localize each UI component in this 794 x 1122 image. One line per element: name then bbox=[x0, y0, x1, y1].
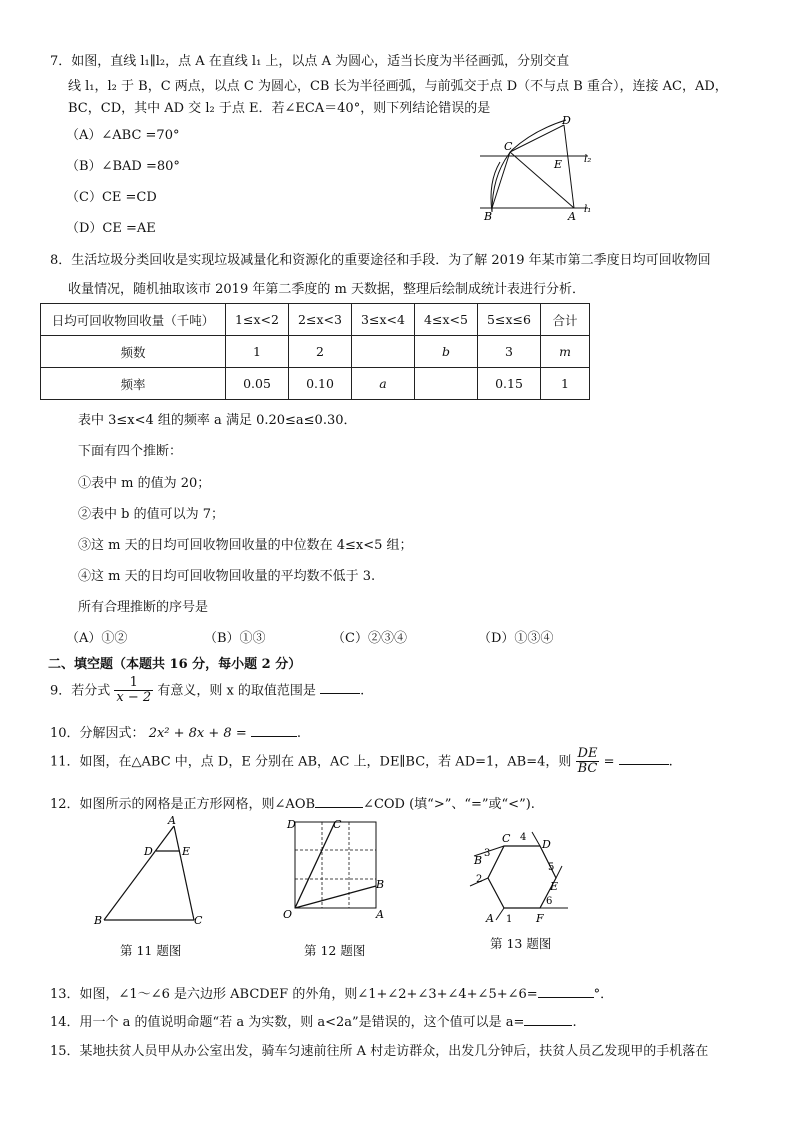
label-c: C bbox=[333, 818, 342, 831]
q8-item-1: ①表中 m 的值为 20； bbox=[78, 476, 211, 491]
label-c: C bbox=[504, 140, 513, 153]
table-cell bbox=[415, 368, 478, 400]
label-c: C bbox=[502, 832, 511, 845]
table-header-cell: 4≤x<5 bbox=[415, 304, 478, 336]
q11-eq: = bbox=[603, 754, 615, 770]
frequency-table bbox=[40, 303, 590, 400]
label-a: A bbox=[568, 210, 576, 223]
q10-end: . bbox=[296, 726, 301, 741]
table-header-cell: 1≤x<2 bbox=[226, 304, 289, 336]
table-header-row bbox=[41, 304, 590, 336]
q12-pre: 12．如图所示的网格是正方形网格，则∠AOB bbox=[50, 797, 316, 812]
figure-11 bbox=[88, 814, 218, 929]
table-header-cell: 合计 bbox=[541, 304, 590, 336]
q10-answer-blank[interactable] bbox=[251, 724, 297, 737]
q14 bbox=[50, 1011, 577, 1030]
table-cell: 1 bbox=[541, 368, 590, 400]
label-d: D bbox=[287, 818, 296, 831]
table-cell: 0.05 bbox=[226, 368, 289, 400]
label-a: A bbox=[486, 912, 494, 924]
label-e: E bbox=[550, 880, 559, 893]
label-a: A bbox=[376, 908, 384, 920]
q8-line-2: 收量情况，随机抽取该市 2019 年第二季度的 m 天数据，整理后绘制成统计表进行分析． bbox=[68, 282, 585, 297]
q7-choice-b: （B）∠BAD =80° bbox=[66, 159, 180, 174]
table-cell bbox=[352, 336, 415, 368]
q8-choice-c: （C）②③④ bbox=[332, 631, 407, 646]
q11-fraction bbox=[576, 747, 600, 777]
q9-denominator: x − 2 bbox=[116, 690, 152, 706]
q7-line-3: BC，CD，其中 AD 交 l₂ 于点 E．若∠ECA＝40°，则下列结论错误的是 bbox=[68, 101, 491, 116]
table-header-cell: 日均可回收物回收量（千吨） bbox=[41, 304, 226, 336]
q8-note: 表中 3≤x<4 组的频率 a 满足 0.20≤a≤0.30． bbox=[78, 413, 357, 428]
q9-numerator: 1 bbox=[114, 676, 153, 691]
table-cell: 1 bbox=[226, 336, 289, 368]
label-a: A bbox=[168, 814, 176, 827]
segment-ac bbox=[174, 826, 194, 920]
caption-figure-12: 第 12 题图 bbox=[304, 943, 366, 958]
q13-answer-blank[interactable] bbox=[538, 985, 594, 998]
q10-expr: 2x² + 8x + 8 = bbox=[148, 726, 247, 741]
table-cell: 3 bbox=[478, 336, 541, 368]
label-l1: l₁ bbox=[584, 204, 592, 215]
q8-item-2: ②表中 b 的值可以为 7； bbox=[78, 507, 224, 522]
q15: 15．某地扶贫人员甲从办公室出发，骑车匀速前往所 A 村走访群众，出发几分钟后，扶贫人员乙发现甲的手机落在 bbox=[50, 1044, 709, 1059]
q11-pre: 11．如图，在△ABC 中，点 D，E 分别在 AB，AC 上，DE∥BC，若 AD=1，AB=4，则 bbox=[50, 754, 572, 770]
q8-item-4: ④这 m 天的日均可回收物回收量的平均数不低于 3. bbox=[78, 569, 376, 584]
segment-ca bbox=[510, 152, 574, 208]
q9-fraction bbox=[114, 676, 153, 706]
label-angle-6: 6 bbox=[546, 896, 553, 907]
segment-ab bbox=[104, 826, 174, 920]
table-header-cell: 3≤x<4 bbox=[352, 304, 415, 336]
q8-choice-a: （A）①② bbox=[66, 631, 128, 646]
q7-choice-d: （D）CE =AE bbox=[66, 221, 156, 236]
q12-answer-blank[interactable] bbox=[315, 795, 363, 808]
q7-figure bbox=[470, 112, 600, 227]
table-header-cell: 5≤x≤6 bbox=[478, 304, 541, 336]
caption-figure-11: 第 11 题图 bbox=[120, 943, 182, 958]
q12-post: ∠COD (填“>”、“=”或“<”). bbox=[363, 797, 535, 812]
q14-answer-blank[interactable] bbox=[524, 1013, 572, 1026]
ext-line-2 bbox=[496, 908, 504, 920]
label-b: B bbox=[484, 210, 493, 223]
label-e: E bbox=[182, 845, 191, 858]
q11 bbox=[50, 747, 673, 777]
label-o: O bbox=[283, 908, 293, 920]
q10-pre: 10．分解因式： bbox=[50, 726, 145, 741]
table-row bbox=[41, 368, 590, 400]
section-2-heading: 二、填空题（本题共 16 分，每小题 2 分） bbox=[48, 657, 302, 672]
table-cell: m bbox=[541, 336, 590, 368]
segment-ad bbox=[564, 125, 574, 208]
q13 bbox=[50, 983, 613, 1002]
q9 bbox=[50, 676, 364, 706]
q11-end: . bbox=[668, 754, 673, 770]
ray-ob bbox=[295, 886, 376, 908]
table-row bbox=[41, 336, 590, 368]
label-b: B bbox=[474, 854, 483, 867]
label-b: B bbox=[94, 914, 103, 927]
label-angle-5: 5 bbox=[548, 862, 555, 873]
q8-item-3: ③这 m 天的日均可回收物回收量的中位数在 4≤x<5 组； bbox=[78, 538, 413, 553]
table-cell: 频率 bbox=[41, 368, 226, 400]
label-d: D bbox=[542, 838, 551, 851]
ray-oc bbox=[295, 822, 335, 908]
q8-choice-d: （D）①③④ bbox=[478, 631, 554, 646]
label-l2: l₂ bbox=[584, 154, 592, 165]
table-header-cell: 2≤x<3 bbox=[289, 304, 352, 336]
caption-figure-13: 第 13 题图 bbox=[490, 936, 552, 951]
segment-cd bbox=[510, 125, 564, 152]
table-cell: 0.15 bbox=[478, 368, 541, 400]
q11-denominator: BC bbox=[577, 761, 598, 777]
q9-post: 有意义，则 x 的取值范围是 bbox=[157, 683, 316, 699]
q14-end: . bbox=[572, 1015, 577, 1030]
label-angle-3: 3 bbox=[484, 848, 491, 859]
figure-12 bbox=[283, 816, 393, 920]
table-cell: a bbox=[352, 368, 415, 400]
label-e: E bbox=[554, 158, 563, 171]
table-cell: 频数 bbox=[41, 336, 226, 368]
q11-answer-blank[interactable] bbox=[619, 752, 669, 765]
grid-border bbox=[295, 822, 376, 908]
q7-line-1: 7．如图，直线 l₁∥l₂，点 A 在直线 l₁ 上，以点 A 为圆心，适当长度为半径画弧，分别交直 bbox=[50, 54, 570, 69]
label-d: D bbox=[562, 114, 571, 127]
table-cell: 2 bbox=[289, 336, 352, 368]
q12 bbox=[50, 793, 535, 812]
label-c: C bbox=[194, 914, 203, 927]
label-angle-2: 2 bbox=[476, 874, 483, 885]
q7-choice-a: （A）∠ABC =70° bbox=[66, 128, 180, 143]
q13-end: °． bbox=[593, 987, 614, 1002]
q8-choice-b: （B）①③ bbox=[204, 631, 266, 646]
label-f: F bbox=[536, 912, 544, 924]
q8-ask: 所有合理推断的序号是 bbox=[78, 600, 209, 615]
q9-pre: 9．若分式 bbox=[50, 683, 111, 699]
ext-line-6 bbox=[556, 866, 562, 878]
q7-choice-c: （C）CE =CD bbox=[66, 190, 157, 205]
q8-line-1: 8．生活垃圾分类回收是实现垃圾减量化和资源化的重要途径和手段．为了解 2019 年某市第二季度日均可回收物回 bbox=[50, 253, 711, 268]
q9-answer-blank[interactable] bbox=[320, 681, 360, 694]
q10 bbox=[50, 722, 301, 741]
q14-pre: 14．用一个 a 的值说明命题“若 a 为实数，则 a<2a”是错误的，这个值可以是 a= bbox=[50, 1015, 525, 1030]
table-cell: b bbox=[415, 336, 478, 368]
q11-numerator: DE bbox=[577, 746, 598, 761]
segment-bc bbox=[492, 152, 510, 208]
q7-line-2: 线 l₁，l₂ 于 B，C 两点，以点 C 为圆心，CB 长为半径画弧，与前弧交于点 D（不与点 B 重合），连接 AC，AD， bbox=[68, 79, 728, 94]
q13-pre: 13．如图，∠1～∠6 是六边形 ABCDEF 的外角，则∠1+∠2+∠3+∠4+∠5+∠6= bbox=[50, 987, 538, 1002]
q9-end: . bbox=[360, 683, 365, 699]
label-angle-4: 4 bbox=[520, 832, 527, 843]
figure-13 bbox=[460, 826, 580, 924]
label-b: B bbox=[376, 878, 385, 891]
label-angle-1: 1 bbox=[506, 914, 513, 924]
ext-line-5 bbox=[532, 832, 540, 846]
label-d: D bbox=[144, 845, 153, 858]
q8-intro: 下面有四个推断： bbox=[78, 444, 183, 459]
table-cell: 0.10 bbox=[289, 368, 352, 400]
